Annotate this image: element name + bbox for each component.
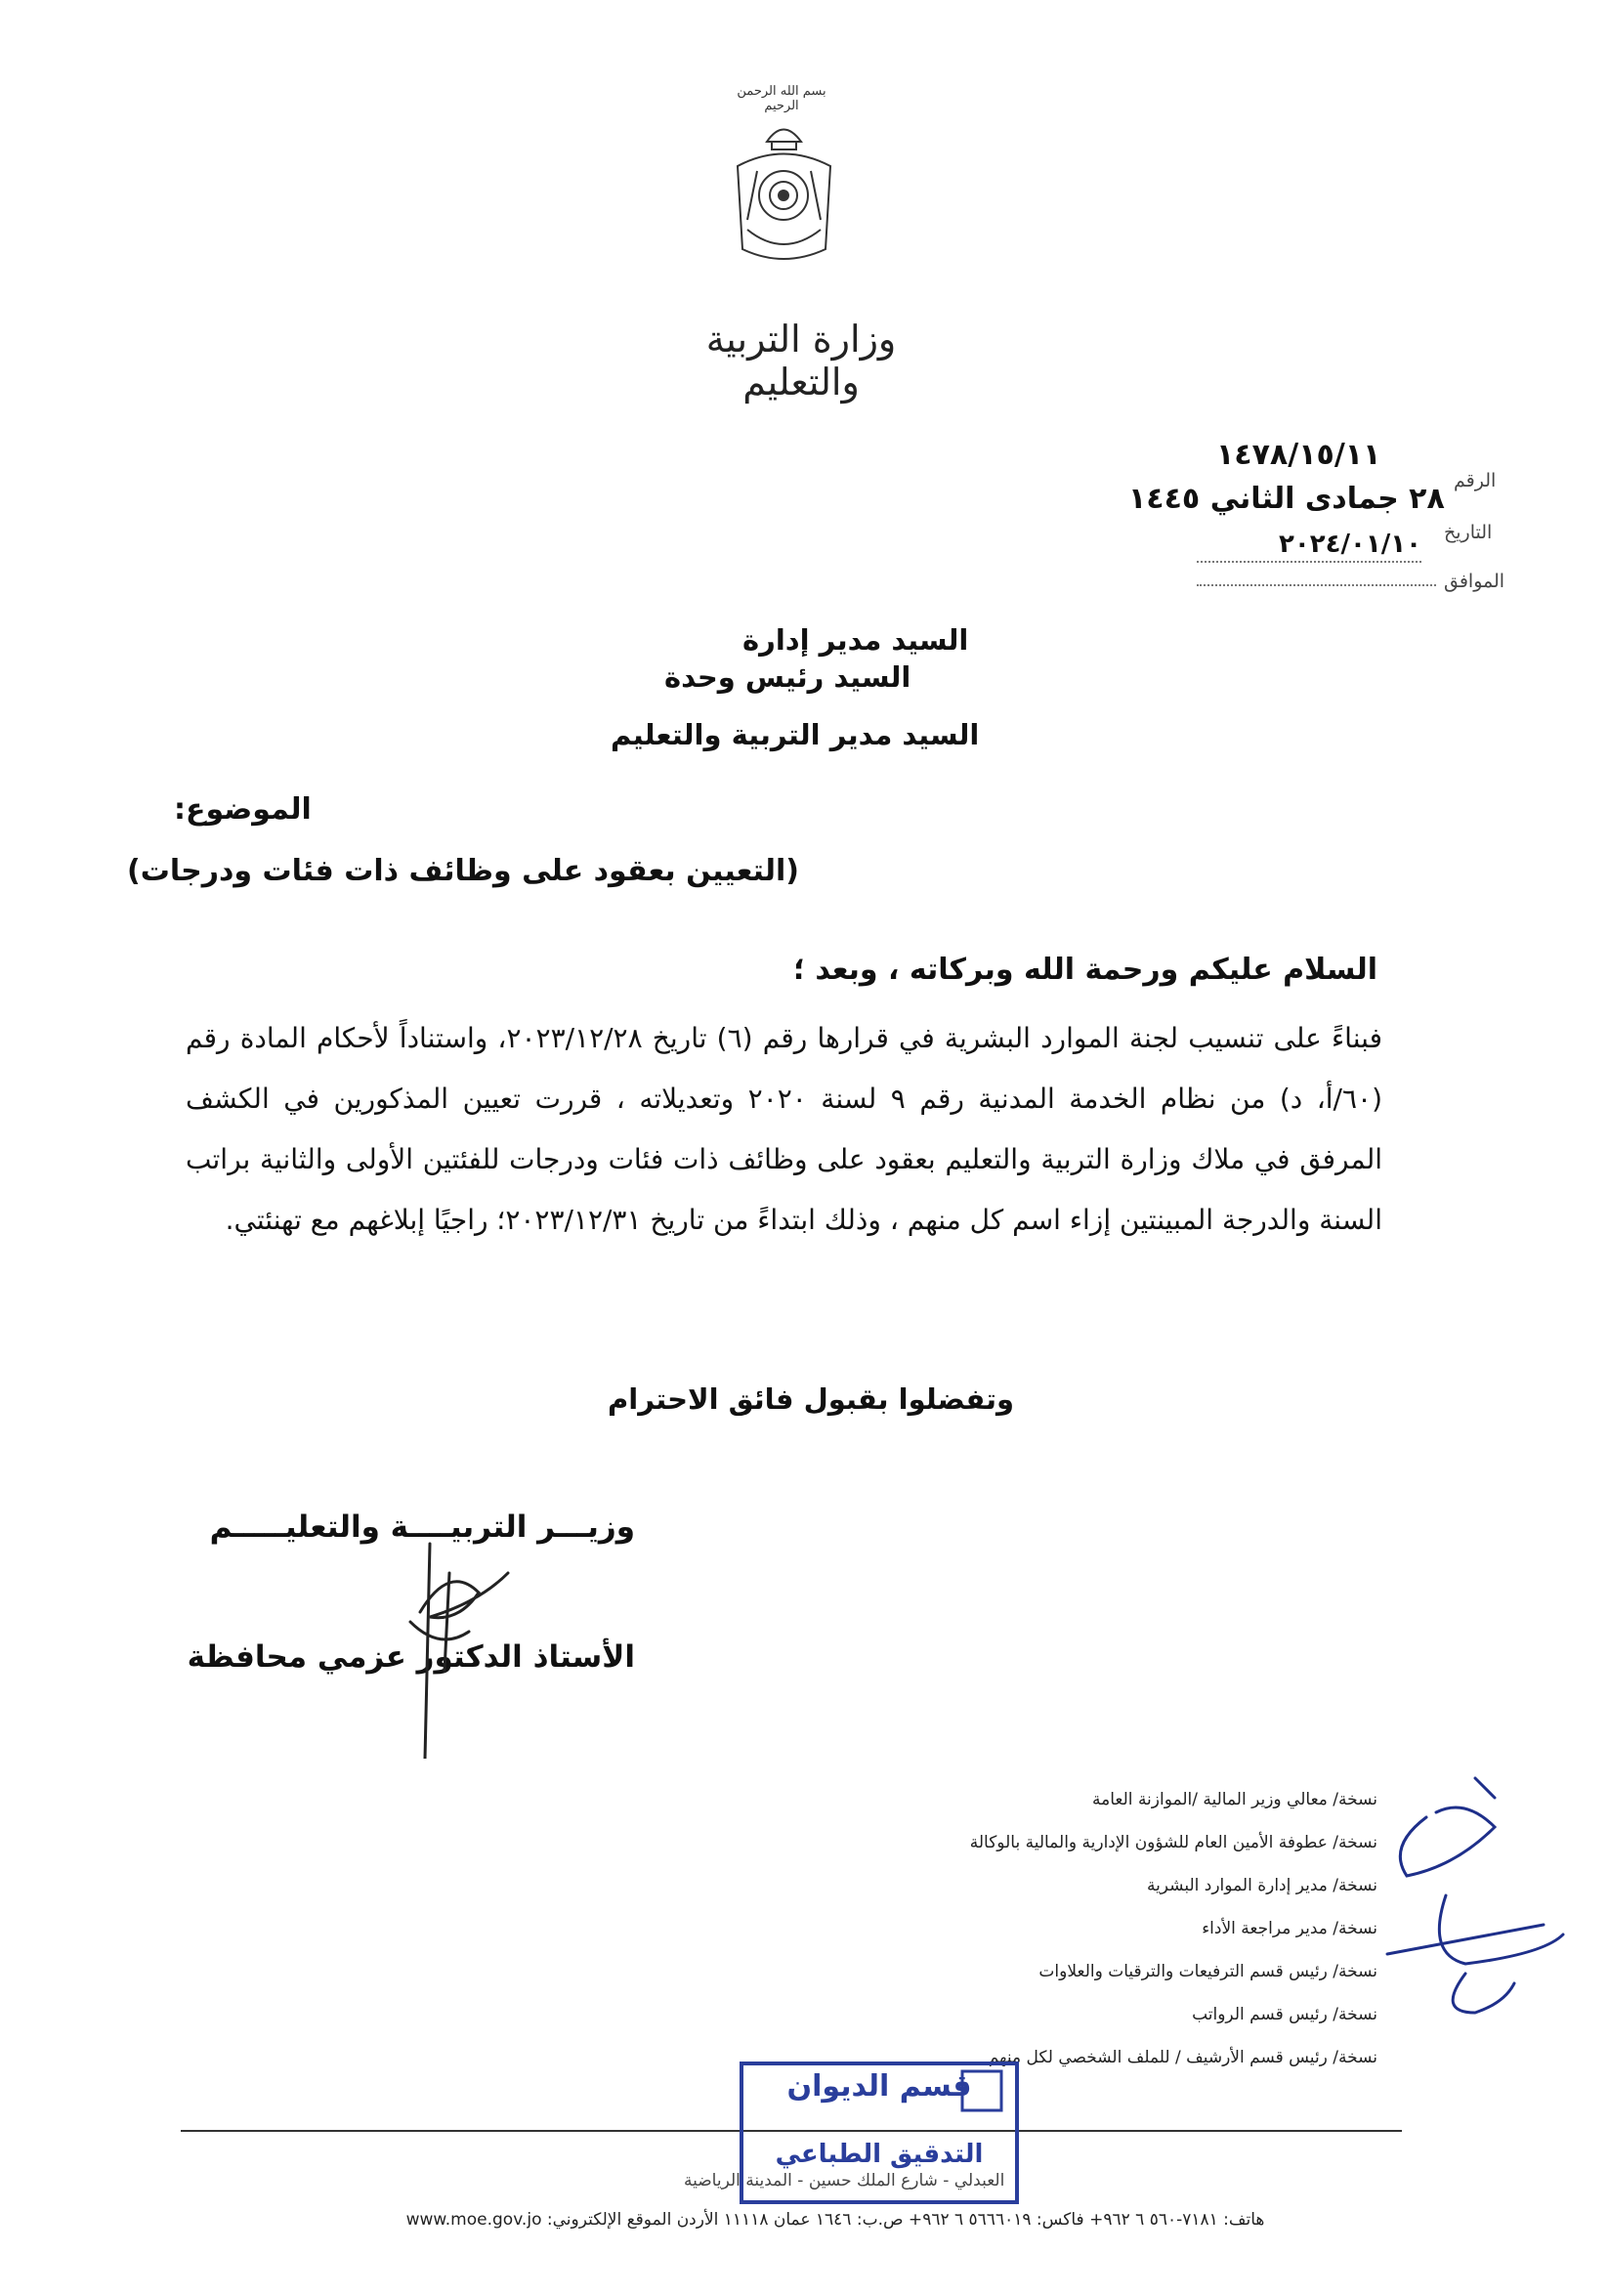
hijri-date: ٢٨ جمادى الثاني ١٤٤٥ [1128,482,1445,516]
handwritten-signature [391,1534,528,1759]
footer-contact: هاتف: ٧١٨١-٥٦٠ ٦ ٩٦٢+ فاكس: ٥٦٦٦٠١٩ ٦ ٩٦٢+ ص.ب: ١٦٤٦ عمان ١١١١٨ الأردن الموقع الإلكتروني: www.moe.gov.jo [405,2210,1265,2230]
signatory-name: الأستاذ الدكتور عزمي محافظة [187,1639,635,1675]
corresponding-dotted-line [1197,584,1436,586]
date-label: التاريخ [1444,522,1493,543]
copy-line: نسخة/ معالي وزير المالية /الموازنة العامة [1092,1790,1377,1809]
stamp-text-2: التدقيق الطباعي [775,2140,984,2169]
basmala: بسم الله الرحمن الرحيم [737,84,826,113]
copy-line: نسخة/ عطوفة الأمين العام للشؤون الإدارية والمالية بالوكالة [969,1833,1377,1852]
copies-list [938,1778,1377,2079]
copy-line: نسخة/ رئيس قسم الرواتب [1192,2005,1377,2024]
handwritten-initials [1348,1759,1573,2052]
greeting: السلام عليكم ورحمة الله وبركاته ، وبعد ؛ [792,953,1377,987]
copy-line: نسخة/ رئيس قسم الأرشيف / للملف الشخصي لكل منهم [988,2048,1377,2067]
footer-address: العبدلي - شارع الملك حسين - المدينة الرياضية [684,2171,1005,2190]
corresponding-label: الموافق [1444,571,1505,592]
addressee-1: السيد مدير إدارة [742,623,969,657]
stamp-text-1: قسم الديوان [786,2069,972,2104]
copy-line: نسخة/ رئيس قسم الترفيعات والترقيات والعلاوات [1038,1962,1377,1981]
gregorian-date: ٢٠٢٤/٠١/١٠ [1197,530,1421,563]
copy-line: نسخة/ مدير مراجعة الأداء [1202,1919,1377,1938]
closing-phrase: وتفضلوا بقبول فائق الاحترام [608,1382,1014,1416]
ministry-name: وزارة التربية والتعليم [705,318,897,404]
coat-of-arms-emblem [728,112,840,269]
letter-body: فبناءً على تنسيب لجنة الموارد البشرية في قرارها رقم (٦) تاريخ ٢٠٢٣/١٢/٢٨، واستناداً لأحكام المادة رقم (٦٠/أ، د) من نظام الخدمة المدنية رقم ٩ لسنة ٢٠٢٠ وتعديلاته ، قررت تعيين المذكورين في الكشف المرفق في ملاك وزارة التربية والتعليم بعقود على وظائف ذات فئات ودرجات للفئتين الأولى والثانية براتب السنة والدرجة المبينتين إزاء اسم كل منهم ، وذلك ابتداءً من تاريخ ٢٠٢٣/١٢/٣١؛ راجيًا إبلاغهم مع تهنئتي. [186,1022,1382,1236]
signatory-title: وزيـــر التربيــــة والتعليـــــم [209,1509,635,1545]
addressee-3: السيد مدير التربية والتعليم [611,718,980,751]
number-label: الرقم [1454,470,1497,491]
reference-number: ١٤٧٨/١٥/١١ [1216,438,1381,472]
copy-line: نسخة/ مدير إدارة الموارد البشرية [1146,1876,1377,1895]
subject-text: (التعيين بعقود على وظائف ذات فئات ودرجات) [127,854,800,888]
subject-label: الموضوع: [174,792,312,827]
addressee-2: السيد رئيس وحدة [664,660,911,694]
